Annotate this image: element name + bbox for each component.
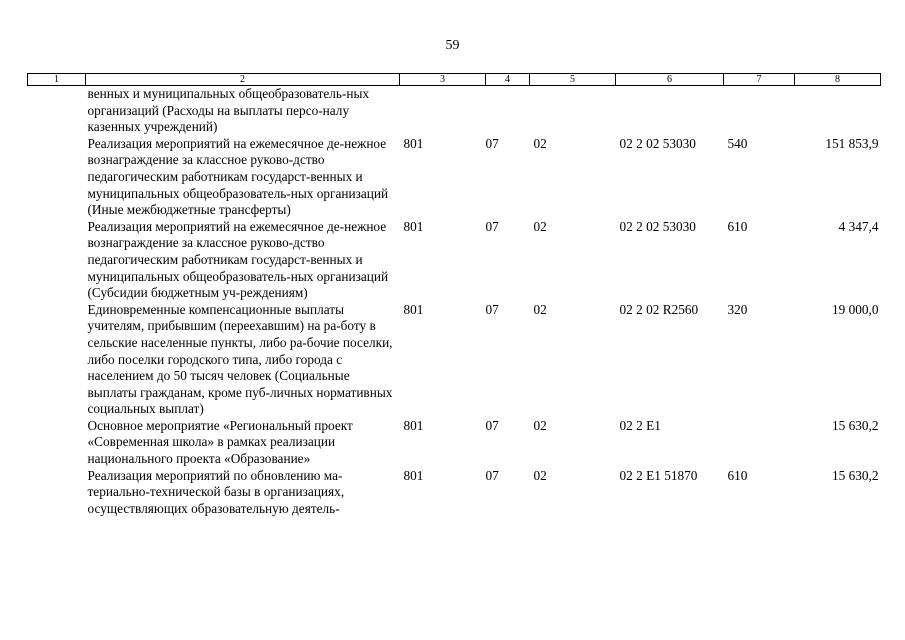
- row-csr: 02 2 E1: [619, 417, 661, 433]
- row-vr: 320: [727, 301, 748, 317]
- row-amount: [795, 86, 881, 136]
- row-rz: 07: [485, 218, 499, 234]
- table-row: [28, 219, 881, 302]
- column-header-4: 4: [486, 74, 530, 86]
- row-vr: 540: [727, 135, 748, 151]
- row-pr: [530, 86, 616, 136]
- row-csr: 02 2 02 53030: [619, 135, 696, 151]
- row-name: венных и муниципальных общеобразователь-ных организаций (Расходы на выплаты персо-налу казенных учреждений): [87, 86, 370, 135]
- table-row: [28, 418, 881, 468]
- row-ved: 801: [403, 301, 424, 317]
- row-vr: 610: [727, 218, 748, 234]
- column-header-6: 6: [616, 74, 724, 86]
- row-pr: 02: [533, 301, 547, 317]
- row-rz: 07: [485, 135, 499, 151]
- page-number: 59: [445, 38, 460, 53]
- row-name: Реализация мероприятий на ежемесячное де-нежное вознаграждение за классное руково-дство педагогическим работникам государст-венных и муниципальных общеобразователь-ных организаций (Субсидии бюджетным уч-реждениям): [87, 218, 389, 301]
- row-ved: 801: [403, 135, 424, 151]
- row-csr: 02 2 02 53030: [619, 218, 696, 234]
- row-rz: 07: [485, 417, 499, 433]
- row-name: Реализация мероприятий по обновлению ма-териально-технической базы в организациях, осуществляющих образовательную деятель-: [87, 467, 345, 516]
- column-header-1: 1: [28, 74, 86, 86]
- row-ved: 801: [403, 417, 424, 433]
- row-name: Реализация мероприятий на ежемесячное де-нежное вознаграждение за классное руково-дство педагогическим работникам государст-венных и муниципальных общеобразователь-ных организаций (Иные межбюджетные трансферты): [87, 135, 389, 218]
- row-csr: 02 2 02 R2560: [619, 301, 699, 317]
- row-vr: 610: [727, 467, 748, 483]
- row-vr: [724, 86, 795, 136]
- row-pr: 02: [533, 467, 547, 483]
- row-amount: 4 347,4: [838, 218, 879, 234]
- row-name: Основное мероприятие «Региональный проект «Современная школа» в рамках реализации национального проекта «Образование»: [87, 417, 353, 467]
- table-row: [28, 136, 881, 219]
- row-amount: 15 630,2: [831, 417, 879, 433]
- table-body: [28, 86, 881, 518]
- row-ved: 801: [403, 218, 424, 234]
- row-csr: 02 2 E1 51870: [619, 467, 698, 483]
- budget-table: [27, 73, 881, 517]
- row-rz: 07: [485, 467, 499, 483]
- row-rz: [486, 86, 530, 136]
- column-header-7: 7: [724, 74, 795, 86]
- row-amount: 19 000,0: [831, 301, 879, 317]
- row-vr: [724, 418, 795, 468]
- row-ved: [400, 86, 486, 136]
- row-pr: 02: [533, 135, 547, 151]
- row-name: Единовременные компенсационные выплаты учителям, прибывшим (переехавшим) на ра-боту в сельские населенные пункты, либо ра-бочие поселки, либо поселки городского типа, либо города с населением до 50 тысяч человек (Социальные выплаты гражданам, кроме пуб-личных нормативных социальных выплат): [87, 301, 393, 417]
- row-amount: 151 853,9: [825, 135, 879, 151]
- column-header-3: 3: [400, 74, 486, 86]
- column-header-8: 8: [795, 74, 881, 86]
- table-header: [28, 74, 881, 86]
- table-row: [28, 302, 881, 418]
- row-rz: 07: [485, 301, 499, 317]
- row-csr: [616, 86, 724, 136]
- row-amount: 15 630,2: [831, 467, 879, 483]
- row-pr: 02: [533, 417, 547, 433]
- table-row: [28, 86, 881, 136]
- column-header-2: 2: [86, 74, 400, 86]
- table-row: [28, 468, 881, 518]
- column-header-5: 5: [530, 74, 616, 86]
- row-pr: 02: [533, 218, 547, 234]
- row-ved: 801: [403, 467, 424, 483]
